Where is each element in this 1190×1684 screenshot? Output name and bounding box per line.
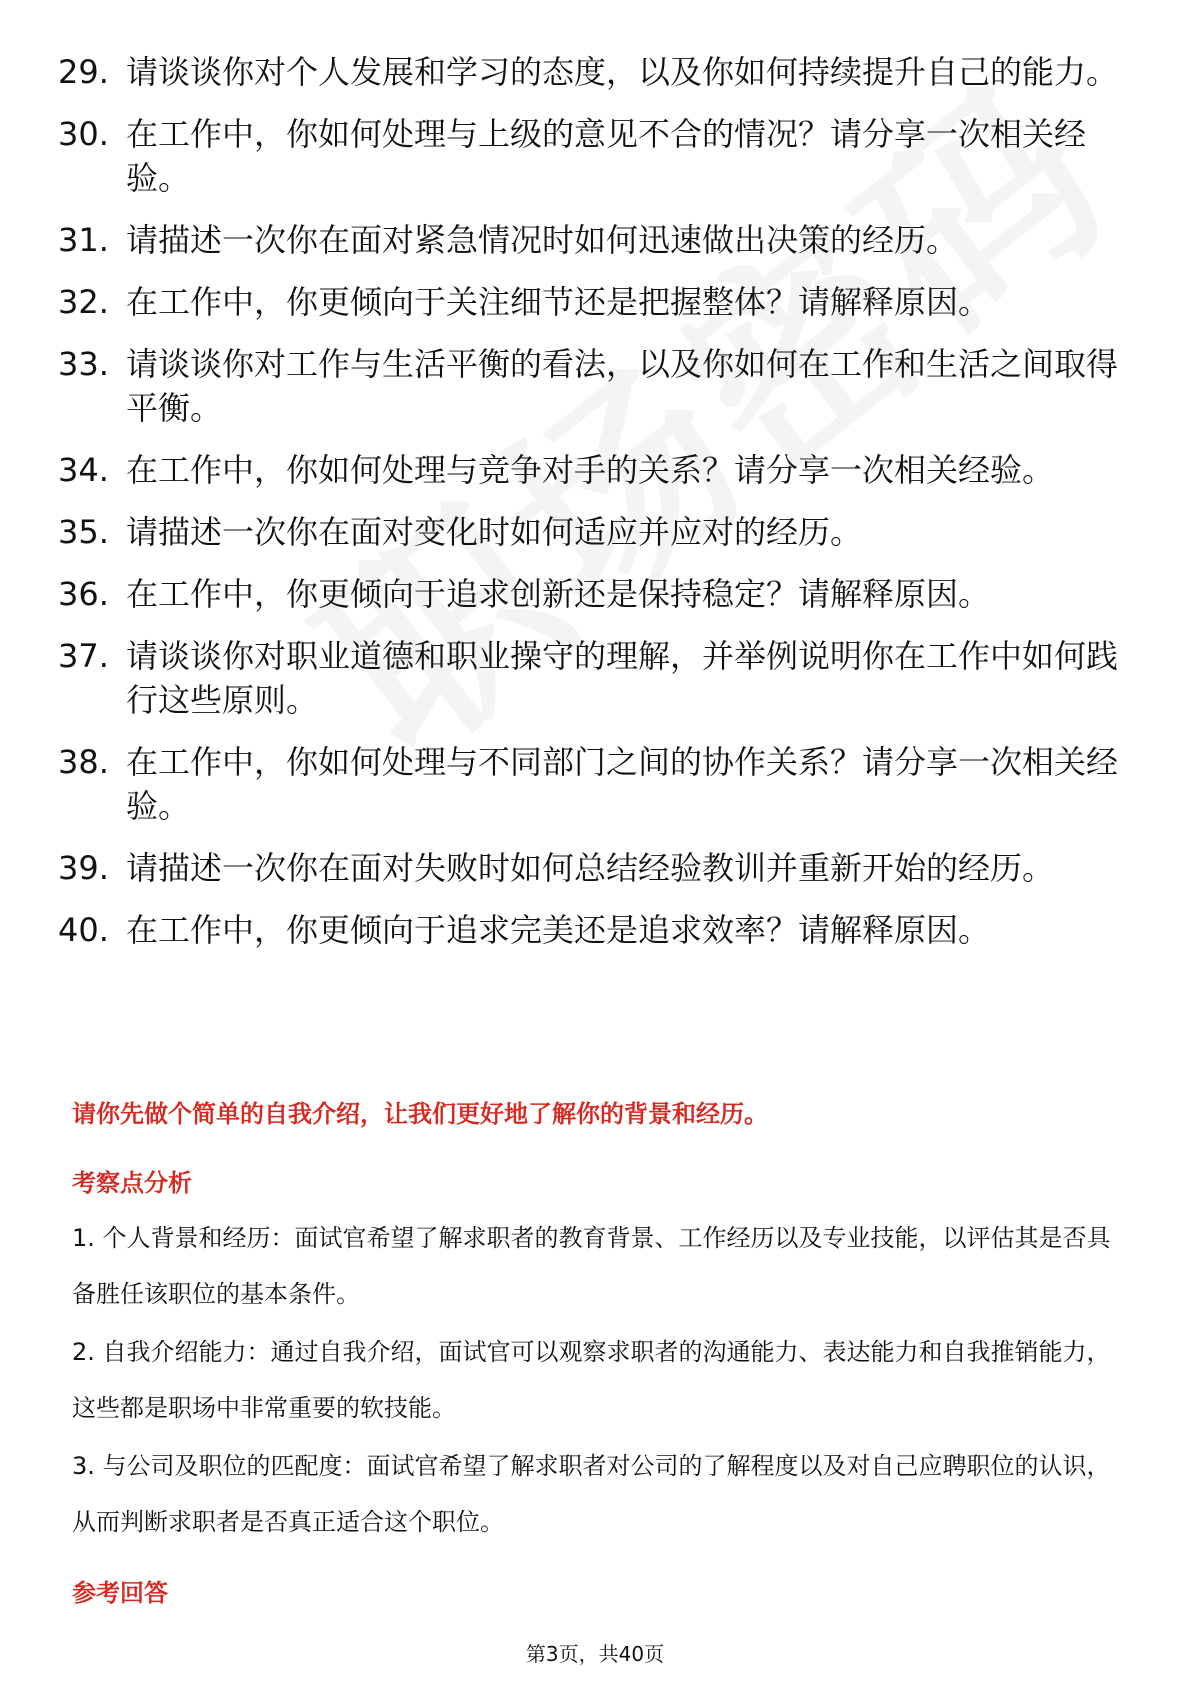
question-text: 在工作中，你如何处理与不同部门之间的协作关系？请分享一次相关经验。 (126, 743, 1119, 825)
question-list (58, 50, 1118, 970)
question-item (58, 280, 1118, 324)
question-text: 请描述一次你在面对变化时如何适应并应对的经历。 (126, 513, 863, 551)
question-number: 36. (58, 575, 109, 613)
question-text: 请描述一次你在面对紧急情况时如何迅速做出决策的经历。 (126, 221, 959, 259)
question-item (58, 112, 1118, 200)
analysis-point: 2. 自我介绍能力：通过自我介绍，面试官可以观察求职者的沟通能力、表达能力和自我推销能力，这些都是职场中非常重要的软技能。 (72, 1338, 1111, 1422)
question-number: 39. (58, 849, 109, 887)
question-text: 在工作中，你更倾向于追求创新还是保持稳定？请解释原因。 (126, 575, 991, 613)
analysis-heading: 考察点分析 (72, 1169, 192, 1197)
question-item (58, 342, 1118, 430)
question-number: 40. (58, 911, 109, 949)
question-item (58, 740, 1118, 828)
question-text: 在工作中，你更倾向于关注细节还是把握整体？请解释原因。 (126, 283, 991, 321)
question-text: 在工作中，你更倾向于追求完美还是追求效率？请解释原因。 (126, 911, 991, 949)
analysis-point: 1. 个人背景和经历：面试官希望了解求职者的教育背景、工作经历以及专业技能，以评估其是否具备胜任该职位的基本条件。 (72, 1224, 1111, 1308)
question-item (58, 908, 1118, 952)
reference-answer-heading: 参考回答 (72, 1579, 168, 1607)
question-item (58, 218, 1118, 262)
question-item (58, 510, 1118, 554)
question-text: 请谈谈你对工作与生活平衡的看法，以及你如何在工作和生活之间取得平衡。 (126, 345, 1119, 427)
question-number: 35. (58, 513, 109, 551)
question-item (58, 448, 1118, 492)
analysis-point: 3. 与公司及职位的匹配度：面试官希望了解求职者对公司的了解程度以及对自己应聘职位的认识，从而判断求职者是否真正适合这个职位。 (72, 1452, 1111, 1536)
question-number: 31. (58, 221, 109, 259)
question-text: 在工作中，你如何处理与上级的意见不合的情况？请分享一次相关经验。 (126, 115, 1087, 197)
question-item (58, 572, 1118, 616)
question-number: 37. (58, 637, 109, 675)
analysis-points (72, 1210, 1122, 1552)
question-number: 30. (58, 115, 109, 153)
page-footer: 第3页，共40页 (525, 1642, 665, 1666)
question-text: 请谈谈你对个人发展和学习的态度，以及你如何持续提升自己的能力。 (126, 53, 1119, 91)
question-item (58, 846, 1118, 890)
question-text: 请描述一次你在面对失败时如何总结经验教训并重新开始的经历。 (126, 849, 1055, 887)
question-item (58, 50, 1118, 94)
question-number: 29. (58, 53, 109, 91)
question-number: 33. (58, 345, 109, 383)
question-number: 34. (58, 451, 109, 489)
question-number: 32. (58, 283, 109, 321)
question-number: 38. (58, 743, 109, 781)
highlight-question: 请你先做个简单的自我介绍，让我们更好地了解你的背景和经历。 (72, 1100, 768, 1128)
question-text: 请谈谈你对职业道德和职业操守的理解，并举例说明你在工作中如何践行这些原则。 (126, 637, 1119, 719)
question-text: 在工作中，你如何处理与竞争对手的关系？请分享一次相关经验。 (126, 451, 1055, 489)
question-item (58, 634, 1118, 722)
